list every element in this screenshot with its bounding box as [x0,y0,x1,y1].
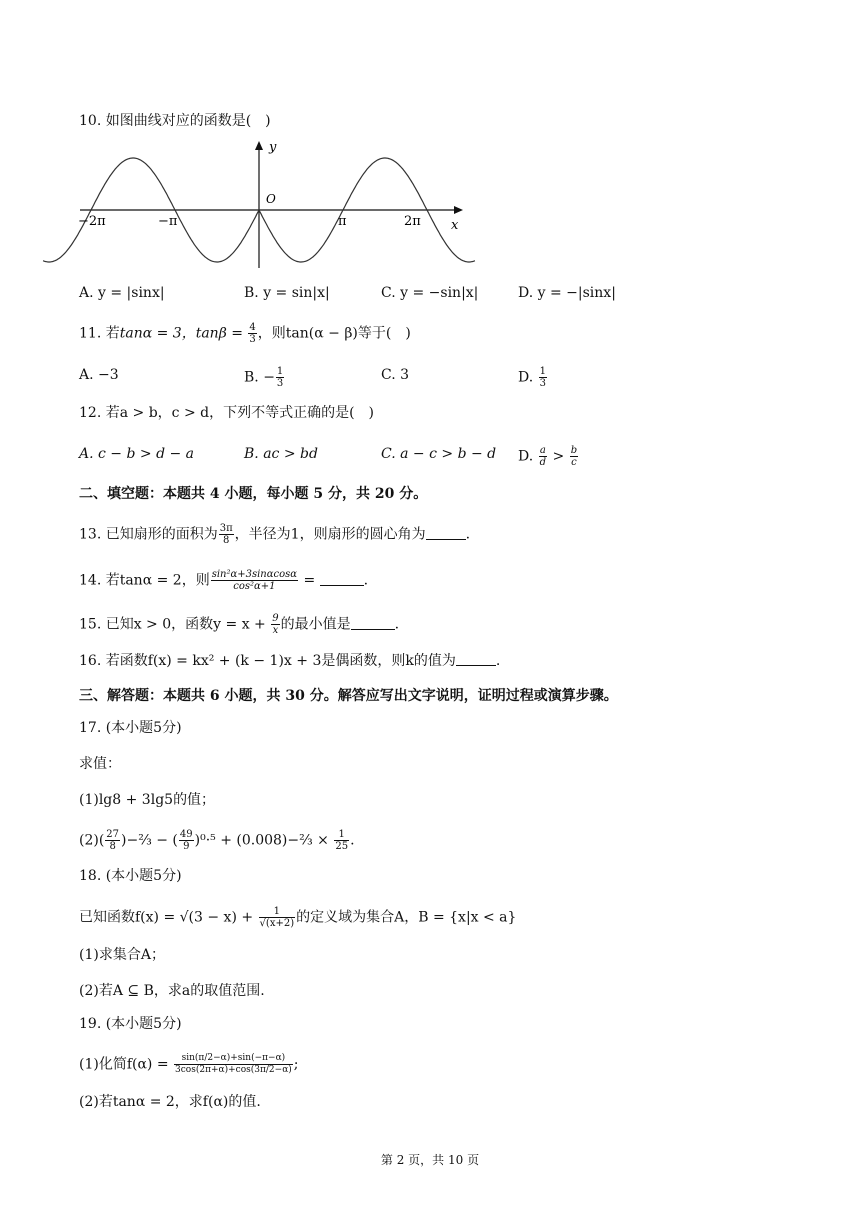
tick-label-pi: π [338,214,347,229]
q17-intro: 求值： [79,756,121,772]
q19-heading: 19. (本小题5分) [79,1016,182,1032]
q12-option-d: D. $\frac{a}{d}$ > $\frac{b}{c}$ [518,445,578,468]
answer-blank [456,653,496,666]
q10-graph [70,135,490,275]
q12-stem: 12. 若a > b，c > d，下列不等式正确的是( ) [79,405,375,421]
q11-option-c: C. 3 [381,367,410,383]
q10-option-b: B. y = sin|x| [244,285,330,301]
q18-heading: 18. (本小题5分) [79,868,182,884]
tick-label-neg-pi: −π [158,214,178,229]
x-axis-arrow [454,206,463,214]
q18-stem: 已知函数f(x) = √(3 − x) + $\frac{1}{√(x+2)}$ 的定义域为集合A，B = {x|x < a} [79,906,517,929]
q11-stem: 11. 若tanα = 3，tanβ = $\frac{4}{3}$ ，则tan(α − β)等于( ) [79,322,411,345]
q15-stem: 15. 已知x > 0，函数y = x + $\frac{9}{x}$ 的最小值是 . [79,613,400,636]
q10-option-a: A. y = |sinx| [79,285,165,301]
origin-label: O [266,192,276,206]
q14-stem: 14. 若tanα = 2，则 $\frac{\text{sin²α+3sinαcosα}}{\text{cos²α+1}}$ = . [79,569,369,592]
q11-option-a: A. −3 [79,367,119,383]
q13-stem: 13. 已知扇形的面积为 $\frac{3\pi}{8}$ ，半径为1，则扇形的圆心角为 . [79,523,471,546]
q17-part-2: (2)( $\frac{27}{8}$ )−⅔ − ( $\frac{49}{9}$ )⁰·⁵ + (0.008)−⅔ × $\frac{1}{25}$ . [79,829,355,852]
q10-option-c: C. y = −sin|x| [381,285,479,301]
q18-part-2: (2)若A ⊆ B，求a的取值范围. [79,983,265,999]
q10-option-d: D. y = −|sinx| [518,285,616,301]
section-3-heading: 三、解答题：本题共 6 小题，共 30 分。解答应写出文字说明，证明过程或演算步骤。 [79,688,618,704]
tick-label-neg-2pi: −2π [78,214,106,229]
q16-stem: 16. 若函数f(x) = kx² + (k − 1)x + 3是偶函数，则k的值为 . [79,653,501,669]
section-2-heading: 二、填空题：本题共 4 小题，每小题 5 分，共 20 分。 [79,486,428,502]
q19-part-2: (2)若tanα = 2，求f(α)的值. [79,1094,261,1110]
answer-blank [351,617,395,630]
q18-part-1: (1)求集合A； [79,947,165,963]
y-axis-arrow [255,141,263,150]
q19-part-1: (1)化简f(α) = $\frac{\sin(\pi/2-\alpha)+\sin(-\pi-\alpha)}{3\cos(2\pi+\alpha)+\cos(3\pi/2-\alpha)}$ ; [79,1053,299,1075]
y-axis-label: y [269,140,277,155]
q10-stem: 10. 如图曲线对应的函数是( ) [79,113,271,129]
answer-blank [426,527,466,540]
q12-option-c: C. a − c > b − d [381,446,497,462]
x-axis-label: x [451,218,459,233]
q11-option-b: B. − $\frac{1}{3}$ [244,366,284,389]
q11-option-d: D. $\frac{1}{3}$ [518,366,547,389]
q17-part-1: (1)lg8 + 3lg5的值； [79,792,216,808]
q12-option-a: A. c − b > d − a [79,446,195,462]
q17-heading: 17. (本小题5分) [79,720,182,736]
q12-option-b: B. ac > bd [244,446,318,462]
answer-blank [320,573,364,586]
tick-label-2pi: 2π [404,214,421,229]
page-footer: 第 2 页，共 10 页 [380,1153,480,1167]
